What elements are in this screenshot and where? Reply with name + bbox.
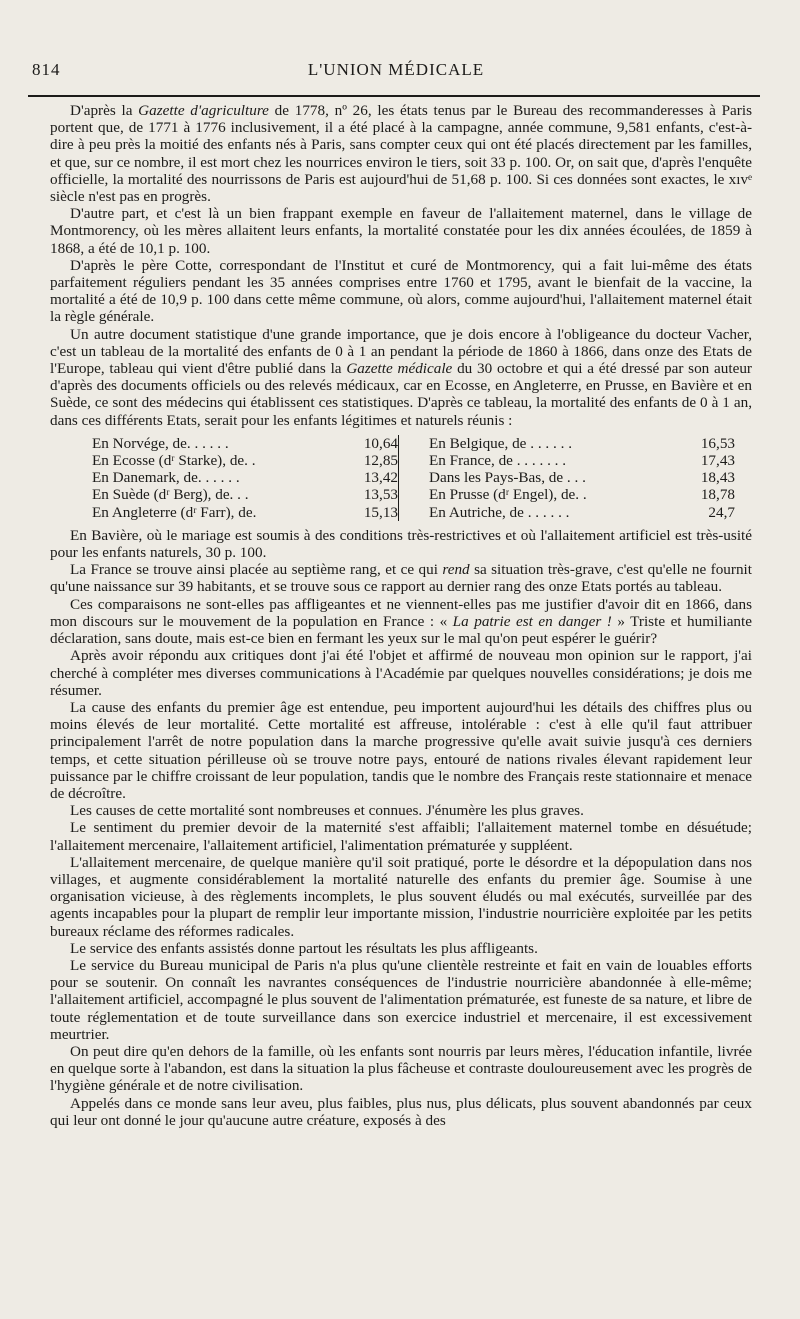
paragraph-text: Les causes de cette mortalité sont nombreuses et connues. J'énumère les plus graves. (70, 802, 584, 820)
paragraph-text: D'autre part, et c'est là un bien frappant exemple en faveur de l'allaitement maternel, dans le village de Montmorency, où les mères allaitent leurs enfants, la mortalité constatée pour les dix années écoulées, de 1859 à 1868, a été de 10,1 p. 100. (50, 205, 752, 257)
mortality-value: 18,78 (700, 486, 735, 504)
country-label: En Suède (dʳ Berg), de. . . (92, 486, 249, 504)
paragraph (50, 596, 752, 648)
paragraph (50, 102, 752, 205)
table-row (429, 486, 735, 503)
country-label: En Prusse (dʳ Engel), de. . (429, 486, 587, 504)
paragraph-text: D'après le père Cotte, correspondant de l'Institut et curé de Montmorency, qui a fait lui-même des états parfaitement réguliers pendant les 35 années comprises entre 1760 et 1795, avant le bienfait de la vaccine, la mortalité a été de 10,9 p. 100 dans cette même commune, où alors, comme aujourd'hui, l'allaitement maternel était la règle générale. (50, 256, 752, 326)
mortality-value: 17,43 (700, 452, 735, 470)
paragraph-text: Après avoir répondu aux critiques dont j'ai été l'objet et affirmé de nouveau mon opinion sur le rapport, j'ai cherché à compléter mes diverses communications à l'Académie par quelques nouvelles considérations; je dois me résumer. (50, 647, 752, 699)
paragraph-text: L'allaitement mercenaire, de quelque manière qu'il soit pratiqué, porte le désordre et la dépopulation dans nos villages, et augmente considérablement la mortalité naturelle des enfants du premier âge. Soumise à une organisation vicieuse, à des règlements incomplets, le plus souvent éludés ou mal exécutés, surveillée par des agents incapables pour la plupart de remplir leur importante mission, l'industrie nourricière exploitée par les petits bureaux réclame des réformes radicales. (50, 853, 752, 940)
paragraph (50, 527, 752, 561)
mortality-value: 13,42 (363, 469, 398, 487)
paragraph-text: Appelés dans ce monde sans leur aveu, plus faibles, plus nus, plus délicats, plus souvent abandonnés par ceux qui leur ont donné le jour qu'aucune autre créature, exposés à des (50, 1094, 752, 1129)
country-label: En Angleterre (dʳ Farr), de. (92, 503, 257, 521)
paragraph (50, 257, 752, 326)
country-label: En Ecosse (dʳ Starke), de. . (92, 452, 256, 470)
paragraph-text: Le sentiment du premier devoir de la maternité s'est affaibli; l'allaitement maternel tombe en désuétude; l'allaitement mercenaire, l'allaitement artificiel, l'alimentation prématurée y suppléent. (50, 819, 752, 854)
journal-title: L'UNION MÉDICALE (307, 60, 485, 79)
table-row (92, 435, 398, 452)
paragraph-text: On peut dire qu'en dehors de la famille, où les enfants sont nourris par leurs mères, l'éducation infantile, livrée en quelque sorte à l'abandon, est dans la situation la plus fâcheuse et contraste douloureusement avec les progrès de l'hygiène générale et de notre civilisation. (50, 1042, 752, 1095)
italic-text: rend (442, 561, 470, 579)
paragraph (50, 819, 752, 853)
country-label: En Danemark, de. . . . . . (92, 469, 240, 487)
paragraph (50, 205, 752, 257)
table-row (429, 452, 735, 469)
paragraphs-after-table (50, 527, 752, 1129)
paragraph (50, 1043, 752, 1095)
article-body (50, 102, 752, 1129)
table-column-left (92, 435, 398, 521)
paragraph (50, 802, 752, 819)
mortality-value: 13,53 (363, 486, 398, 504)
table-row (92, 452, 398, 469)
paragraph (50, 647, 752, 699)
paragraphs-before-table (50, 102, 752, 429)
mortality-value: 18,43 (700, 469, 735, 487)
paragraph-text: Ces comparaisons ne sont-elles pas affligeantes et ne viennent-elles pas me justifier d'avoir dit en 1866, dans mon discours sur le mouvement de la population en France : « (50, 595, 752, 630)
paragraph-text: En Bavière, où le mariage est soumis à des conditions très-restrictives et où l'allaitement artificiel est très-usité pour les enfants naturels, 30 p. 100. (50, 526, 752, 562)
mortality-value: 24,7 (708, 503, 735, 521)
paragraph-text: D'après la (70, 102, 139, 119)
table-row (92, 486, 398, 503)
paragraph-text: Un autre document statistique d'une grande importance, que je dois encore à l'obligeance du docteur Vacher, c'est un tableau de la mortalité des enfants de 0 à 1 an pendant la période de 1860 à 1866, dans onze des Etats de l'Europe, tableau qui vient d'être publié dans la (50, 325, 752, 378)
header-rule (28, 95, 760, 97)
italic-text: Gazette d'agriculture (138, 102, 269, 119)
paragraph-text: » Triste et humiliante déclaration, sans doute, mais est-ce bien en fermant les yeux sur le mal qu'on peut espérer le guérir? (50, 612, 752, 648)
paragraph (50, 854, 752, 940)
mortality-value: 15,13 (363, 503, 398, 521)
paragraph (50, 561, 752, 595)
table-row (92, 504, 398, 521)
paragraph-text: de 1778, nº 26, les états tenus par le Bureau des recommanderesses à Paris portent que, de 1771 à 1776 inclusivement, il a été placé à la campagne, année commune, 9,581 enfants, c'est-à-dire à peu près la moitié des enfants nés à Paris, sans compter ceux qui ont été placés directement par les familles, et que, sur ce nombre, il est mort chez les nourrices environ le tiers, soit 33 p. 100. Or, on sait que, d'après l'enquête officielle, la mortalité des nourrissons de Paris est aujourd'hui de 51,68 p. 100. Si ces données sont exactes, le xıvᵉ siècle n'est pas en progrès. (50, 102, 752, 206)
italic-text: Gazette médicale (346, 360, 453, 378)
country-label: Dans les Pays-Bas, de . . . (429, 469, 586, 487)
country-label: En France, de . . . . . . . (429, 452, 567, 470)
page-header (32, 60, 760, 84)
country-label: En Norvége, de. . . . . . (92, 434, 229, 452)
mortality-value: 16,53 (700, 434, 735, 452)
country-label: En Autriche, de . . . . . . (429, 503, 570, 521)
paragraph (50, 957, 752, 1043)
mortality-value: 10,64 (363, 434, 398, 452)
mortality-value: 12,85 (363, 452, 398, 470)
table-row (429, 435, 735, 452)
paragraph (50, 699, 752, 802)
table-row (429, 469, 735, 486)
mortality-table (92, 435, 752, 521)
paragraph-text: La cause des enfants du premier âge est entendue, peu importent aujourd'hui les détails des chiffres plus ou moins élevés de leur mortalité. Cette mortalité est affreuse, intolérable : c'est à elle qu'il faut attribuer principalement l'arrêt de notre population dans la marche progressive qu'elle avait suivie jusqu'à ces derniers temps, et cette situation périlleuse où se trouve notre pays, entouré de nations rivales élevant rapidement leur puissance par le chiffre croissant de leur population, tandis que le nombre des Français reste stationnaire et menace de décroître. (50, 698, 752, 802)
paragraph-text: du 30 octobre et qui a été dressé par son auteur d'après des documents officiels ou des relevés médicaux, car en Ecosse, en Angleterre, en Prusse, en Bavière et en Suède, ce sont des médecins qui établissent ces statistiques. D'après ce tableau, la mortalité des enfants de 0 à 1 an, dans ces différents Etats, serait pour les enfants légitimes et naturels réunis : (50, 360, 752, 429)
paragraph (50, 1095, 752, 1129)
paragraph (50, 326, 752, 429)
table-column-right (398, 435, 735, 521)
italic-text: La patrie est en danger ! (452, 612, 612, 630)
paragraph-text: Le service des enfants assistés donne partout les résultats les plus affligeants. (70, 939, 538, 957)
paragraph-text: sa situation très-grave, c'est qu'elle ne fournit qu'une naissance sur 39 habitants, et se trouve sous ce rapport au dernier rang des onze Etats portés au tableau. (50, 561, 752, 596)
country-label: En Belgique, de . . . . . . (429, 434, 572, 452)
paragraph-text: Le service du Bureau municipal de Paris n'a plus qu'une clientèle restreinte et fait en vain de louables efforts pour se soutenir. On connaît les navrantes conséquences de l'industrie nourricière abandonnée à elle-même; l'allaitement artificiel, accompagné le plus souvent de l'alimentation prématurée, est funeste de sa nature, et libre de toute réglementation et de toute surveillance dans son exercice industriel et mercenaire, il est excessivement meurtrier. (50, 956, 752, 1043)
paragraph (50, 940, 752, 957)
table-row (92, 469, 398, 486)
paragraph-text: La France se trouve ainsi placée au septième rang, et ce qui (70, 561, 443, 579)
page-number: 814 (32, 60, 61, 79)
table-row (429, 504, 735, 521)
